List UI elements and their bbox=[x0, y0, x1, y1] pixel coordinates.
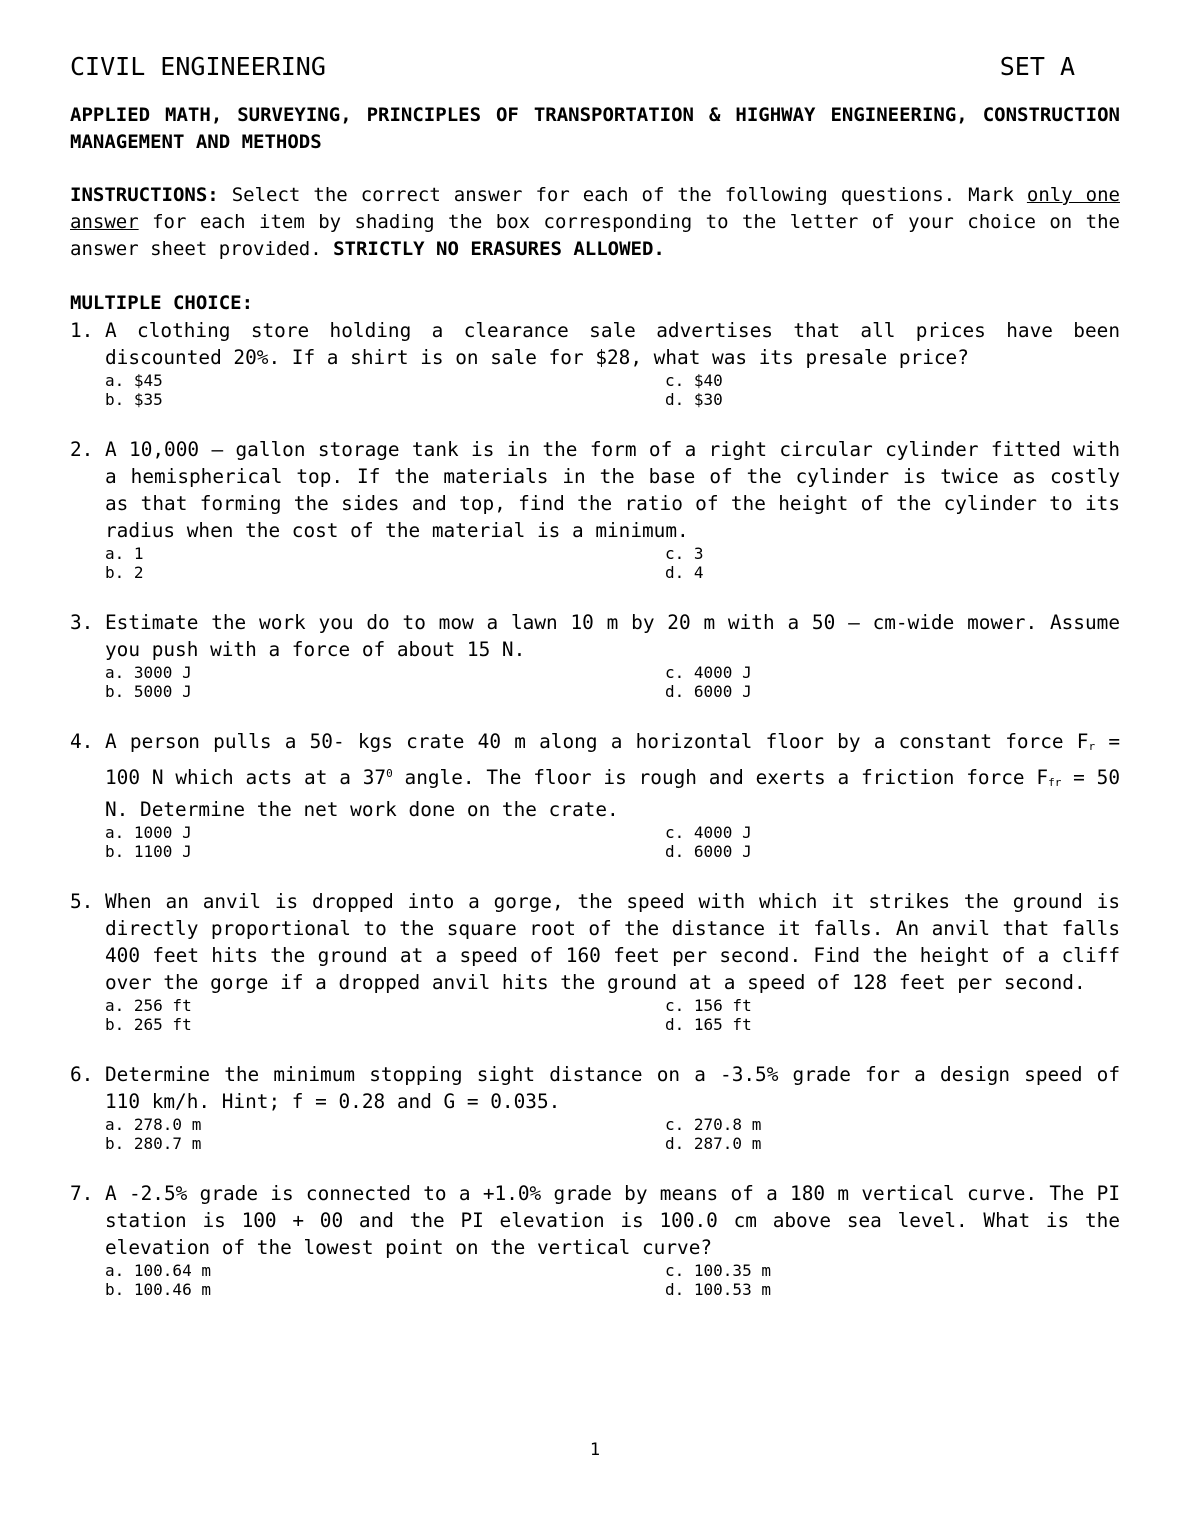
exam-set: SET A bbox=[999, 52, 1075, 81]
question-5-options bbox=[70, 996, 1120, 1034]
option-a: a. 1000 J bbox=[105, 823, 192, 842]
option-a: a. 278.0 m bbox=[105, 1115, 202, 1134]
option-c: c. 156 ft bbox=[665, 996, 752, 1015]
page-number: 1 bbox=[589, 1440, 601, 1460]
question-text-part: = 50 N. Determine the net work done on the crate. bbox=[105, 766, 1120, 821]
question-text-part: = 100 N which acts at a 37 bbox=[105, 730, 1120, 789]
option-d: d. 165 ft bbox=[665, 1015, 752, 1034]
question-7-options bbox=[70, 1261, 1120, 1299]
option-d: d. 6000 J bbox=[665, 682, 752, 701]
question-number: 6. bbox=[70, 1063, 94, 1086]
question-text: Determine the minimum stopping sight distance on a -3.5% grade for a design speed of 110 km/h. Hint; f = 0.28 and G = 0.035. bbox=[105, 1063, 1120, 1113]
instructions-underlined: only one answer bbox=[70, 184, 1120, 233]
option-d: d. 100.53 m bbox=[665, 1280, 771, 1299]
degree-superscript: 0 bbox=[386, 767, 393, 780]
instructions-label: INSTRUCTIONS: bbox=[70, 184, 219, 206]
exam-page bbox=[70, 50, 1120, 1299]
question-6 bbox=[70, 1061, 1120, 1115]
option-c: c. 3 bbox=[665, 544, 704, 563]
instructions-warning: STRICTLY NO ERASURES ALLOWED. bbox=[333, 238, 665, 260]
option-b: b. 100.46 m bbox=[105, 1280, 211, 1299]
question-number: 2. bbox=[70, 438, 94, 461]
option-c: c. 4000 J bbox=[665, 823, 752, 842]
question-4 bbox=[70, 728, 1120, 823]
exam-title: CIVIL ENGINEERING bbox=[70, 52, 326, 81]
question-number: 1. bbox=[70, 319, 94, 342]
question-number: 3. bbox=[70, 611, 94, 634]
option-a: a. $45 bbox=[105, 371, 163, 390]
question-text: A clothing store holding a clearance sale advertises that all prices have been discounted 20%. If a shirt is on sale for $28, what was its presale price? bbox=[105, 319, 1120, 369]
option-b: b. 2 bbox=[105, 563, 144, 582]
option-b: b. 280.7 m bbox=[105, 1134, 202, 1153]
page-header bbox=[70, 50, 1120, 84]
question-text bbox=[105, 728, 1120, 823]
instructions bbox=[70, 182, 1120, 263]
question-5 bbox=[70, 888, 1120, 996]
question-text: When an anvil is dropped into a gorge, the speed with which it strikes the ground is directly proportional to the square root of the distance it falls. An anvil that falls 400 feet hits the ground at a speed of 160 feet per second. Find the height of a cliff over the gorge if a dropped anvil hits the ground at a speed of 128 feet per second. bbox=[105, 890, 1120, 994]
option-c: c. 100.35 m bbox=[665, 1261, 771, 1280]
question-7 bbox=[70, 1180, 1120, 1261]
question-2 bbox=[70, 436, 1120, 544]
option-b: b. 5000 J bbox=[105, 682, 192, 701]
question-text-part: angle. The floor is rough and exerts a friction force F bbox=[392, 766, 1049, 789]
option-a: a. 3000 J bbox=[105, 663, 192, 682]
option-a: a. 1 bbox=[105, 544, 144, 563]
subject-list: APPLIED MATH, SURVEYING, PRINCIPLES OF TRANSPORTATION & HIGHWAY ENGINEERING, CONSTRUCTION MANAGEMENT AND METHODS bbox=[70, 104, 1120, 153]
question-text: A 10,000 – gallon storage tank is in the form of a right circular cylinder fitted with a hemispherical top. If the materials in the base of the cylinder is twice as costly as that forming the sides and top, find the ratio of the height of the cylinder to its radius when the cost of the material is a minimum. bbox=[105, 438, 1120, 542]
question-text: A -2.5% grade is connected to a +1.0% grade by means of a 180 m vertical curve. The PI station is 100 + 00 and the PI elevation is 100.0 cm above sea level. What is the elevation of the lowest point on the vertical curve? bbox=[105, 1182, 1120, 1259]
force-subscript: r bbox=[1088, 740, 1096, 753]
option-b: b. $35 bbox=[105, 390, 163, 409]
question-number: 5. bbox=[70, 890, 94, 913]
question-number: 7. bbox=[70, 1182, 94, 1205]
question-2-options bbox=[70, 544, 1120, 582]
question-6-options bbox=[70, 1115, 1120, 1153]
question-3 bbox=[70, 609, 1120, 663]
instructions-text-1: Select the correct answer for each of the following questions. Mark bbox=[218, 184, 1027, 206]
friction-subscript: fr bbox=[1048, 776, 1062, 789]
question-4-options bbox=[70, 823, 1120, 861]
option-d: d. 4 bbox=[665, 563, 704, 582]
section-title: MULTIPLE CHOICE: bbox=[70, 292, 254, 314]
question-text: Estimate the work you do to mow a lawn 10 m by 20 m with a 50 – cm-wide mower. Assume you push with a force of about 15 N. bbox=[105, 611, 1120, 661]
option-c: c. $40 bbox=[665, 371, 723, 390]
option-b: b. 265 ft bbox=[105, 1015, 192, 1034]
question-text-part: A person pulls a 50- kgs crate 40 m along a horizontal floor by a constant force F bbox=[105, 730, 1089, 753]
option-c: c. 270.8 m bbox=[665, 1115, 762, 1134]
question-1-options bbox=[70, 371, 1120, 409]
option-a: a. 100.64 m bbox=[105, 1261, 211, 1280]
option-c: c. 4000 J bbox=[665, 663, 752, 682]
instructions-text-2: for each item by shading the box corresponding to the letter of your choice on the answer sheet provided. bbox=[70, 211, 1120, 260]
option-d: d. 287.0 m bbox=[665, 1134, 762, 1153]
question-1 bbox=[70, 317, 1120, 371]
question-number: 4. bbox=[70, 730, 94, 753]
option-d: d. 6000 J bbox=[665, 842, 752, 861]
option-a: a. 256 ft bbox=[105, 996, 192, 1015]
option-b: b. 1100 J bbox=[105, 842, 192, 861]
question-3-options bbox=[70, 663, 1120, 701]
option-d: d. $30 bbox=[665, 390, 723, 409]
